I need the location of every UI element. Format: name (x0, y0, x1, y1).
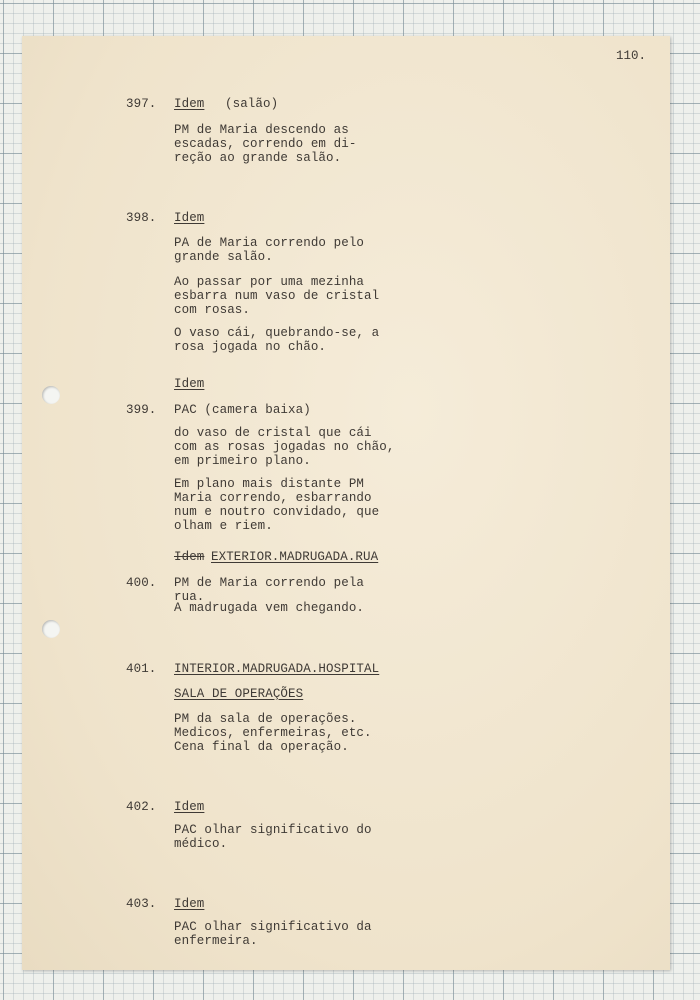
scene-heading: Idem (174, 211, 205, 225)
scene-line: O vaso cái, quebrando-se, a (174, 326, 380, 340)
scene-line: Cena final da operação. (174, 740, 349, 754)
scene-line: olham e riem. (174, 519, 273, 533)
scene-heading: Idem (174, 897, 205, 911)
scene-line: médico. (174, 837, 228, 851)
scene-line: esbarra num vaso de cristal (174, 289, 380, 303)
scene-number: 399. (126, 403, 157, 417)
scene-line: A madrugada vem chegando. (174, 601, 365, 615)
scene-line: com rosas. (174, 303, 251, 317)
scene-line: grande salão. (174, 250, 273, 264)
scene-line: PM de Maria correndo pela (174, 576, 365, 590)
scene-pre-heading: Idem (174, 377, 205, 391)
scene-heading: INTERIOR.MADRUGADA.HOSPITAL (174, 662, 380, 676)
scene-line: PM de Maria descendo as (174, 123, 349, 137)
struck-out-word: Idem (174, 550, 205, 564)
punch-hole (42, 386, 60, 404)
scene-heading: Idem (174, 800, 205, 814)
scene-heading: PAC (camera baixa) (174, 403, 311, 417)
scene-line: com as rosas jogadas no chão, (174, 440, 395, 454)
scene-number: 402. (126, 800, 157, 814)
scene-line: escadas, correndo em di- (174, 137, 357, 151)
scene-number: 397. (126, 97, 157, 111)
scene-line: PAC olhar significativo do (174, 823, 372, 837)
scene-number: 398. (126, 211, 157, 225)
page-number: 110. (616, 49, 647, 63)
scene-line: enfermeira. (174, 934, 258, 948)
scene-line: PA de Maria correndo pelo (174, 236, 365, 250)
scene-line: rua. (174, 590, 205, 604)
punch-hole (42, 620, 60, 638)
scene-line: Ao passar por uma mezinha (174, 275, 365, 289)
scene-line: reção ao grande salão. (174, 151, 342, 165)
scene-heading: Idem (174, 97, 205, 111)
scene-heading: EXTERIOR.MADRUGADA.RUA (211, 550, 379, 564)
scene-line: do vaso de cristal que cái (174, 426, 372, 440)
scene-line: PM da sala de operações. (174, 712, 357, 726)
scene-subheading: SALA DE OPERAÇÕES (174, 687, 304, 701)
scene-number: 400. (126, 576, 157, 590)
scene-number: 401. (126, 662, 157, 676)
scene-line: Medicos, enfermeiras, etc. (174, 726, 372, 740)
scene-line: num e noutro convidado, que (174, 505, 380, 519)
scene-line: Maria correndo, esbarrando (174, 491, 372, 505)
scene-heading-note: (salão) (225, 97, 279, 111)
scene-line: em primeiro plano. (174, 454, 311, 468)
typed-script-page (22, 36, 670, 970)
scene-number: 403. (126, 897, 157, 911)
scene-line: rosa jogada no chão. (174, 340, 327, 354)
scene-line: Em plano mais distante PM (174, 477, 365, 491)
scene-line: PAC olhar significativo da (174, 920, 372, 934)
